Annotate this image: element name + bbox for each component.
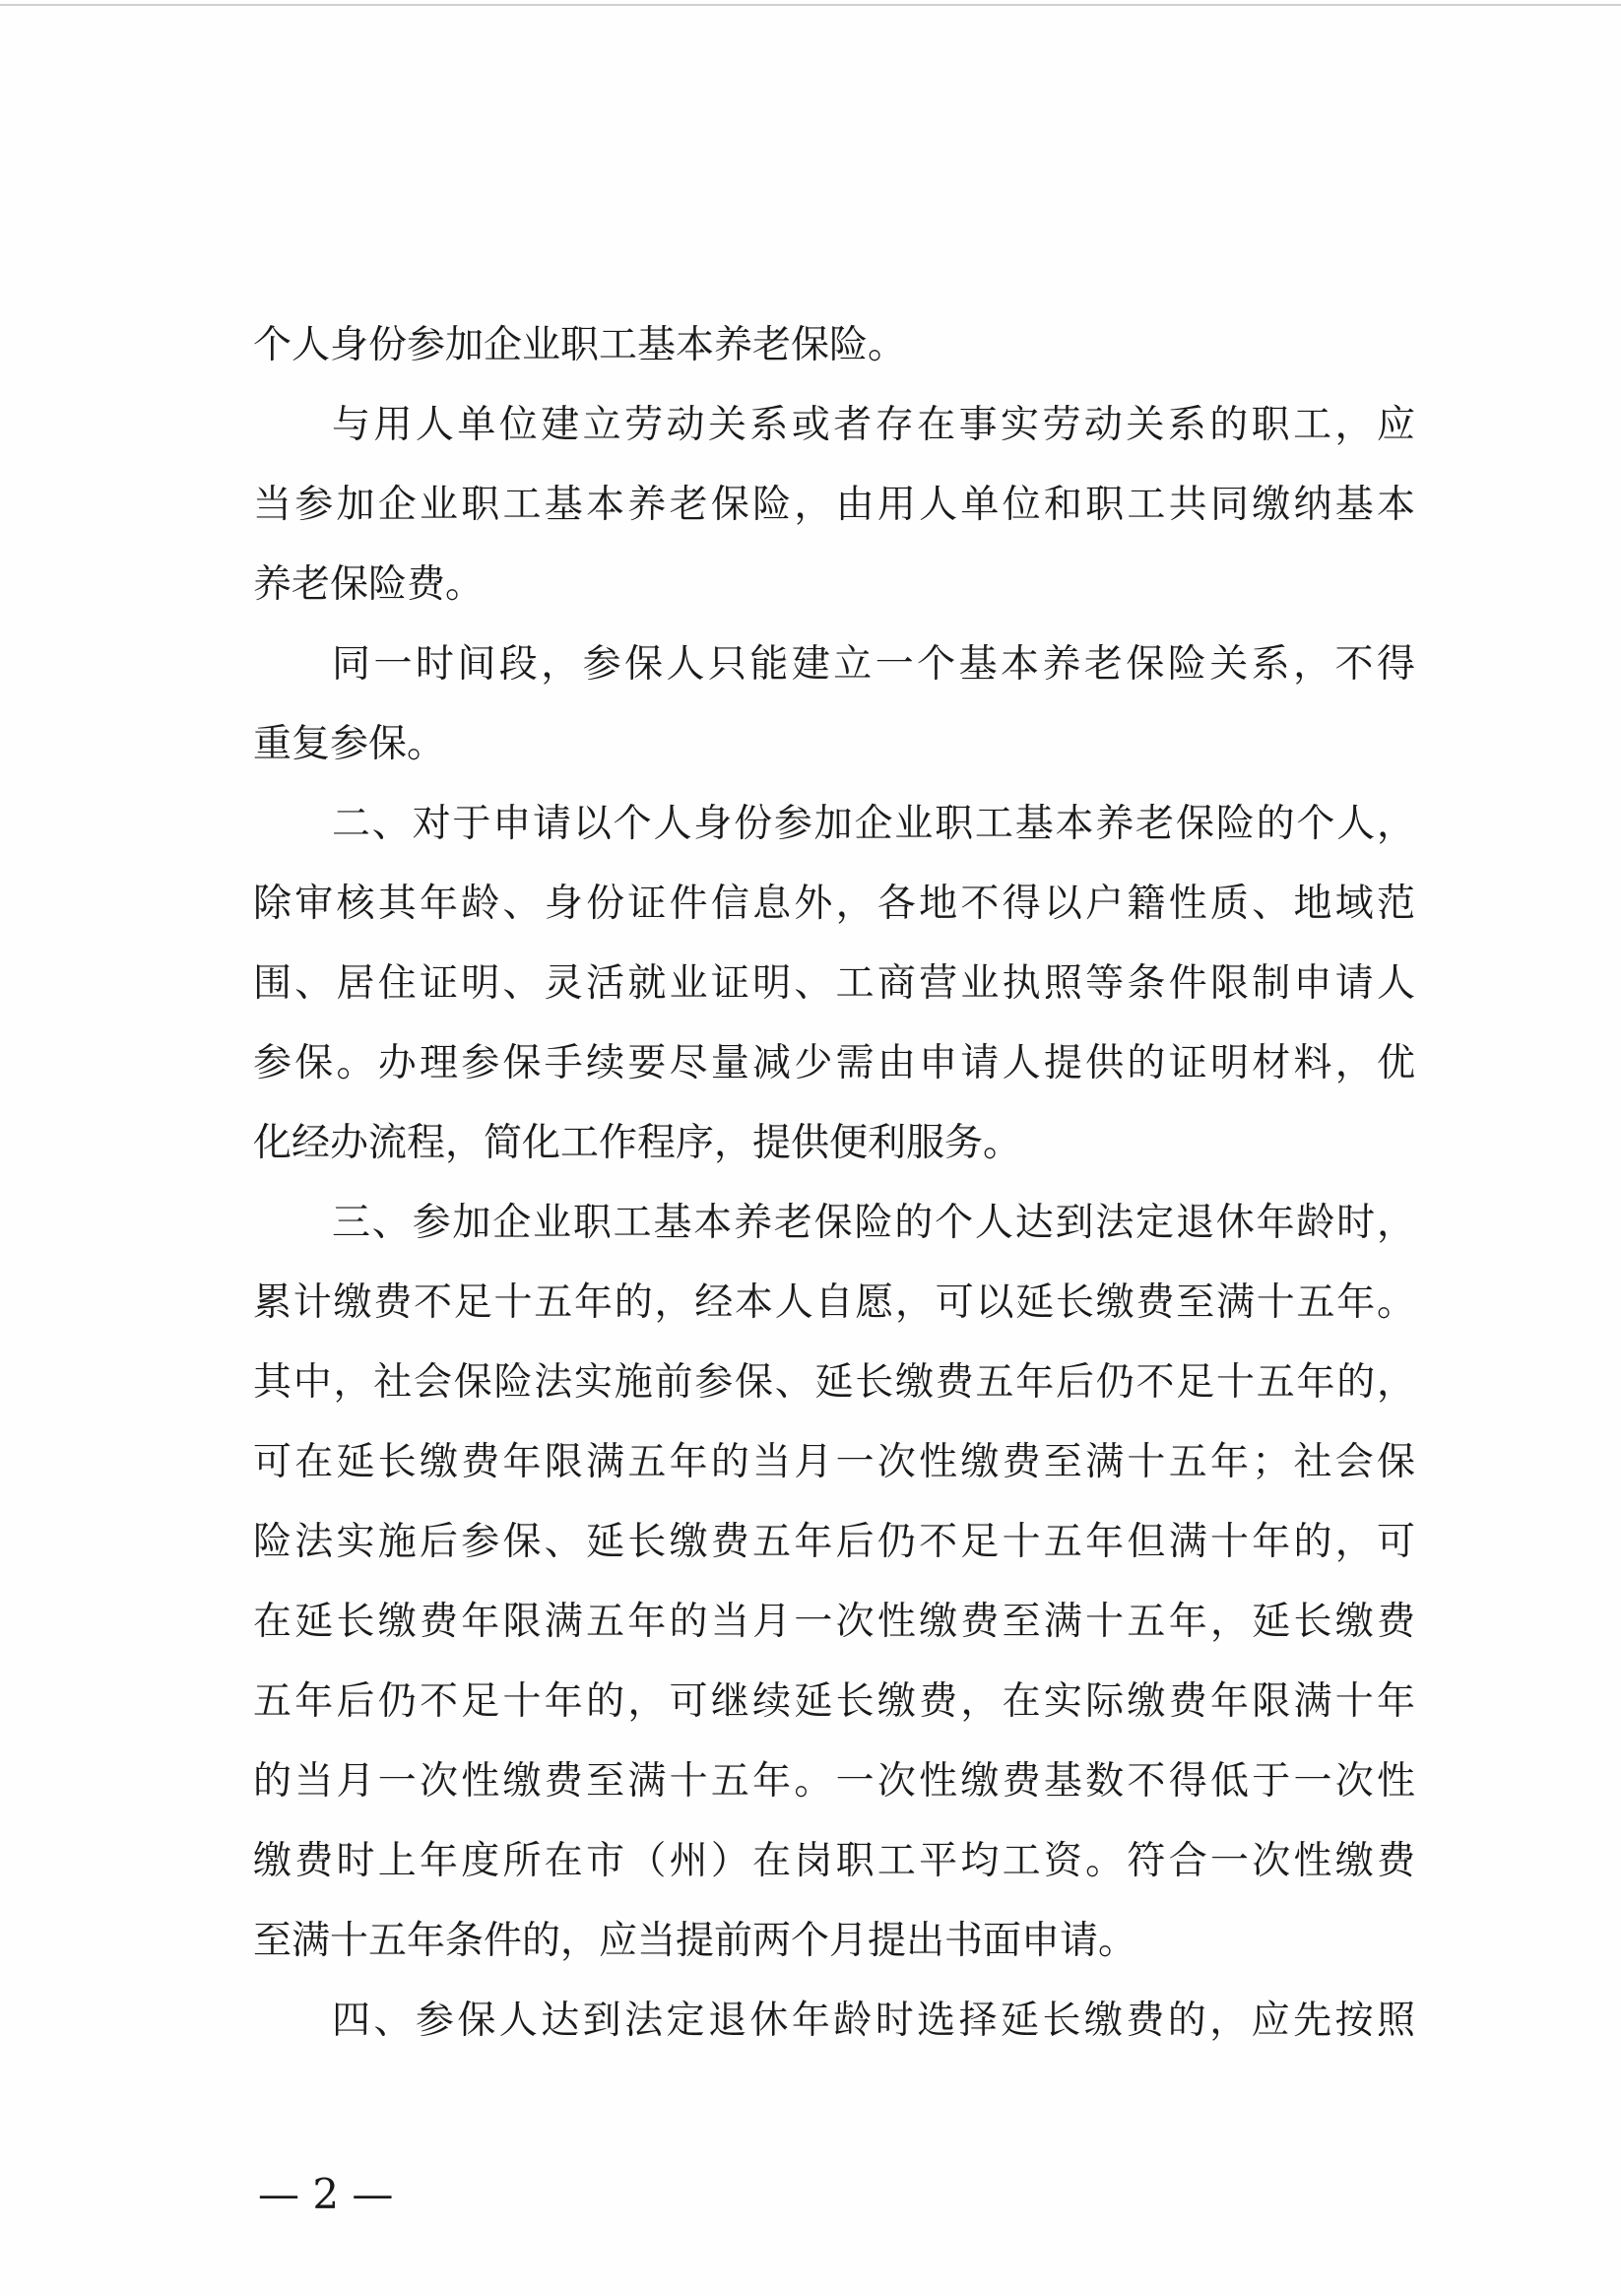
paragraph-line: 五年后仍不足十年的，可继续延长缴费，在实际缴费年限满十年 bbox=[253, 1679, 1415, 1724]
scan-edge-line bbox=[0, 4, 1621, 6]
paragraph-line: 化经办流程，简化工作程序，提供便利服务。 bbox=[253, 1121, 1022, 1165]
paragraph-line: 与用人单位建立劳动关系或者存在事实劳动关系的职工，应 bbox=[332, 403, 1415, 447]
paragraph-line: 养老保险费。 bbox=[253, 562, 485, 607]
paragraph-line: 险法实施后参保、延长缴费五年后仍不足十五年但满十年的，可 bbox=[253, 1520, 1415, 1564]
document-body bbox=[253, 313, 1415, 2068]
paragraph-line: 其中，社会保险法实施前参保、延长缴费五年后仍不足十五年的， bbox=[253, 1360, 1415, 1405]
paragraph-line: 三、参加企业职工基本养老保险的个人达到法定退休年龄时， bbox=[332, 1201, 1415, 1245]
paragraph-line: 累计缴费不足十五年的，经本人自愿，可以延长缴费至满十五年。 bbox=[253, 1280, 1415, 1325]
paragraph-line: 除审核其年龄、身份证件信息外，各地不得以户籍性质、地域范 bbox=[253, 882, 1415, 926]
paragraph-line: 个人身份参加企业职工基本养老保险。 bbox=[253, 323, 907, 367]
paragraph-line: 当参加企业职工基本养老保险，由用人单位和职工共同缴纳基本 bbox=[253, 483, 1415, 527]
paragraph-line: 在延长缴费年限满五年的当月一次性缴费至满十五年，延长缴费 bbox=[253, 1600, 1415, 1644]
paragraph-line: 参保。办理参保手续要尽量减少需由申请人提供的证明材料，优 bbox=[253, 1041, 1415, 1085]
paragraph-line: 四、参保人达到法定退休年龄时选择延长缴费的，应先按照 bbox=[332, 1999, 1415, 2043]
paragraph-line: 重复参保。 bbox=[253, 722, 446, 766]
paragraph-line: 同一时间段，参保人只能建立一个基本养老保险关系，不得 bbox=[332, 642, 1415, 687]
paragraph-line: 二、对于申请以个人身份参加企业职工基本养老保险的个人， bbox=[332, 802, 1415, 846]
paragraph-line: 至满十五年条件的，应当提前两个月提出书面申请。 bbox=[253, 1919, 1137, 1963]
paragraph-line: 缴费时上年度所在市（州）在岗职工平均工资。符合一次性缴费 bbox=[253, 1839, 1415, 1883]
page-number: — 2 — bbox=[258, 2170, 394, 2218]
paragraph-line: 围、居住证明、灵活就业证明、工商营业执照等条件限制申请人 bbox=[253, 961, 1415, 1006]
paragraph-line: 的当月一次性缴费至满十五年。一次性缴费基数不得低于一次性 bbox=[253, 1759, 1415, 1804]
paragraph-line: 可在延长缴费年限满五年的当月一次性缴费至满十五年；社会保 bbox=[253, 1440, 1415, 1484]
